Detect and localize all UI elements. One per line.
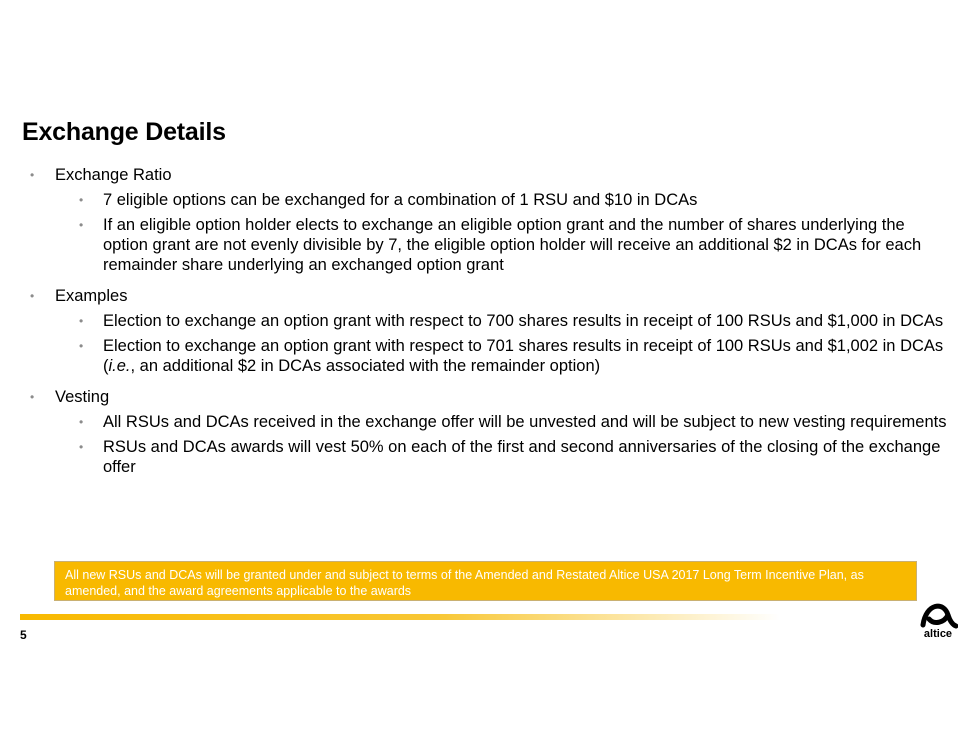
section-exchange-ratio	[30, 165, 950, 275]
section-heading: Vesting	[55, 388, 110, 406]
callout-box	[54, 561, 917, 601]
bullet-item	[30, 165, 950, 186]
footer-accent-bar	[20, 614, 780, 620]
sub-bullet-item	[30, 336, 951, 376]
content-body	[30, 165, 950, 488]
bullet-item	[30, 387, 950, 408]
section-vesting	[30, 387, 950, 477]
bullet-icon: •	[30, 168, 35, 182]
sub-bullet-text: If an eligible option holder elects to exchange an eligible option grant and the number of shares underlying the option grant are not evenly divisible by 7, the eligible option holder will receive an additional $2 in DCAs for each remainder share underlying an exchanged option grant	[103, 216, 922, 274]
sub-bullet-text: RSUs and DCAs awards will vest 50% on each of the first and second anniversaries of the closing of the exchange offer	[103, 438, 941, 476]
altice-logo	[918, 599, 958, 643]
bullet-icon: •	[79, 415, 84, 429]
slide-title: Exchange Details	[22, 118, 226, 146]
bullet-icon: •	[30, 390, 35, 404]
text-fragment: Election to exchange an option grant with respect to 701 shares results in receipt of 100 RSUs and $1,002 in DCAs (	[103, 337, 944, 375]
bullet-icon: •	[79, 193, 84, 207]
sub-bullet-text: Election to exchange an option grant with respect to 700 shares results in receipt of 100 RSUs and $1,000 in DCAs	[103, 312, 944, 330]
bullet-icon: •	[79, 339, 84, 353]
altice-logo-icon	[918, 599, 958, 629]
sub-bullet-list	[30, 311, 950, 376]
section-examples	[30, 286, 950, 376]
bullet-icon: •	[79, 440, 84, 454]
callout-text: All new RSUs and DCAs will be granted under and subject to terms of the Amended and Restated Altice USA 2017 Long Term Incentive Plan, as amended, and the award agreements applicable to the awards	[65, 568, 864, 598]
sub-bullet-text: 7 eligible options can be exchanged for a combination of 1 RSU and $10 in DCAs	[103, 191, 698, 209]
section-heading: Exchange Ratio	[55, 166, 172, 184]
sub-bullet-list	[30, 190, 950, 275]
sub-bullet-item	[30, 437, 951, 477]
italic-text: i.e.	[108, 357, 131, 375]
sub-bullet-item	[30, 190, 951, 210]
sub-bullet-item	[30, 311, 951, 331]
bullet-icon: •	[30, 289, 35, 303]
bullet-item	[30, 286, 950, 307]
sub-bullet-text	[103, 337, 943, 375]
sub-bullet-item	[30, 412, 951, 432]
bullet-icon: •	[79, 218, 84, 232]
logo-text: altice	[923, 628, 953, 640]
text-fragment: , an additional $2 in DCAs associated with the remainder option)	[130, 357, 601, 375]
bullet-icon: •	[79, 314, 84, 328]
section-heading: Examples	[55, 287, 128, 305]
sub-bullet-text: All RSUs and DCAs received in the exchange offer will be unvested and will be subject to new vesting requirements	[103, 413, 947, 431]
page-number: 5	[20, 628, 27, 642]
sub-bullet-item	[30, 215, 951, 275]
sub-bullet-list	[30, 412, 950, 477]
